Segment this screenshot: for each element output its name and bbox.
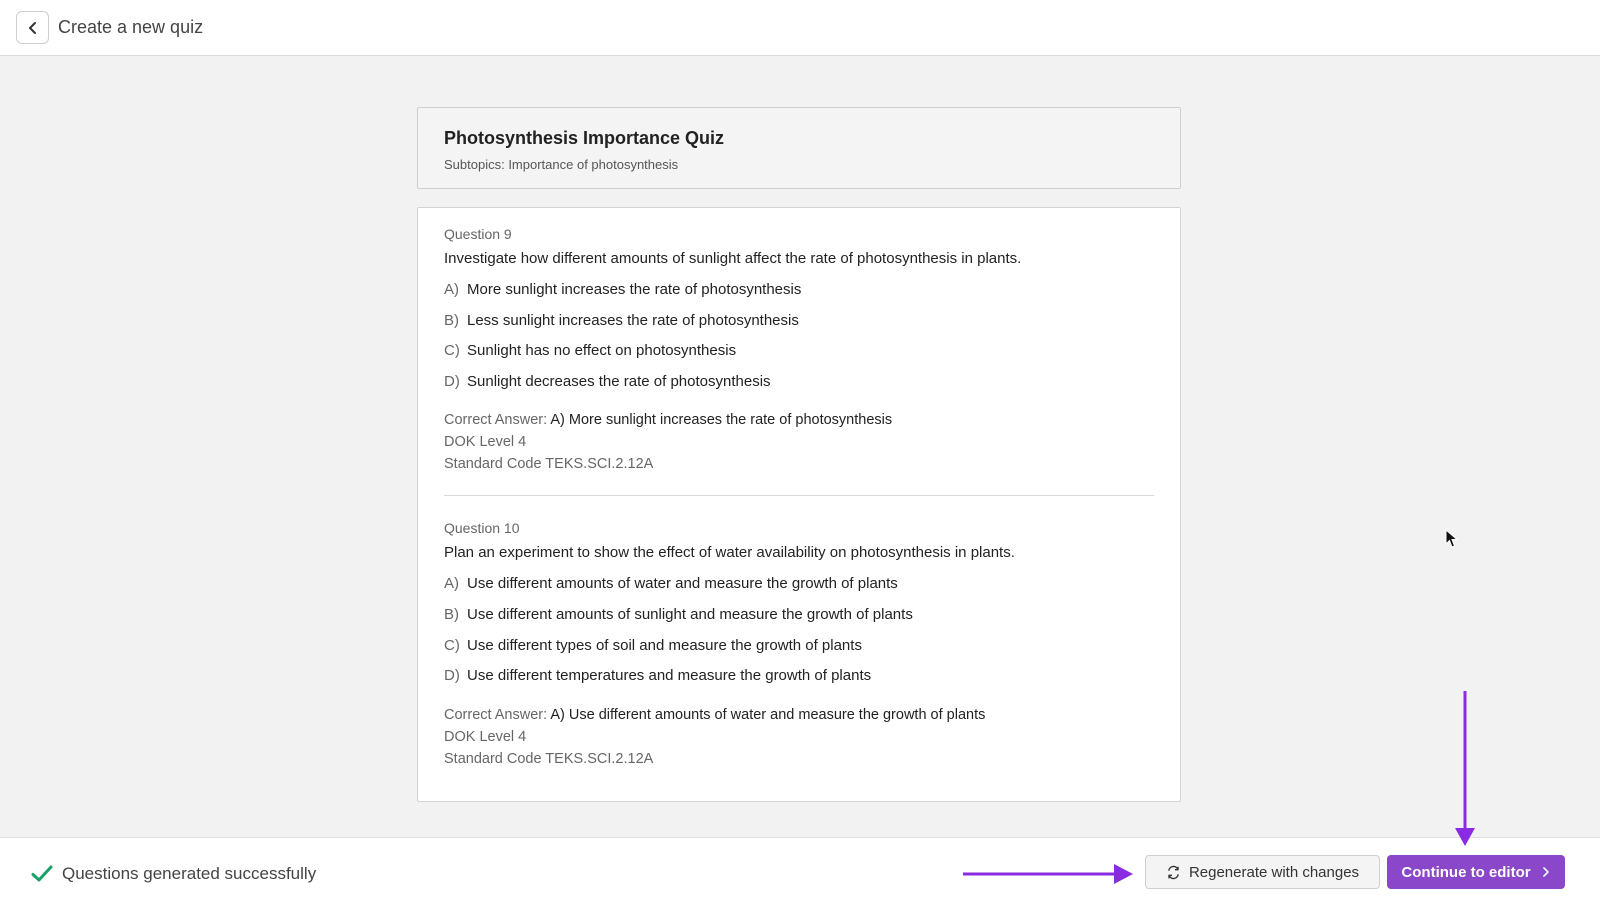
top-bar xyxy=(0,0,1600,56)
question-text: Plan an experiment to show the effect of water availability on photosynthesis in plants. xyxy=(444,544,1015,562)
question-item xyxy=(444,226,1154,475)
chevron-left-icon xyxy=(26,21,40,35)
regenerate-label: Regenerate with changes xyxy=(1188,863,1360,881)
dok-level: DOK Level 4 xyxy=(444,728,527,745)
question-number: Question 10 xyxy=(444,520,520,537)
option-letter: B) xyxy=(444,605,459,623)
standard-code: Standard Code TEKS.SCI.2.12A xyxy=(444,456,654,473)
page-title: Create a new quiz xyxy=(58,17,204,37)
option-text: Use different amounts of water and measure the growth of plants xyxy=(467,575,898,593)
option-letter: D) xyxy=(444,667,460,685)
dok-level: DOK Level 4 xyxy=(444,434,527,451)
correct-answer-value: A) Use different amounts of water and measure the growth of plants xyxy=(550,706,986,723)
option-item xyxy=(444,373,1154,404)
option-text: Use different temperatures and measure the growth of plants xyxy=(467,667,872,685)
option-text: Use different amounts of sunlight and measure the growth of plants xyxy=(467,605,913,623)
question-meta xyxy=(444,409,1154,475)
question-meta xyxy=(444,704,1154,770)
bottom-action-bar xyxy=(0,837,1600,909)
option-letter: B) xyxy=(444,311,459,329)
standard-code: Standard Code TEKS.SCI.2.12A xyxy=(444,750,654,767)
status-text: Questions generated successfully xyxy=(62,864,317,883)
option-item xyxy=(444,667,1154,698)
back-button[interactable] xyxy=(16,11,49,44)
option-text: Less sunlight increases the rate of photosynthesis xyxy=(467,311,799,329)
option-text: Sunlight decreases the rate of photosynthesis xyxy=(467,372,771,390)
option-letter: C) xyxy=(444,636,460,654)
check-icon xyxy=(30,862,54,886)
option-list xyxy=(444,281,1154,403)
option-letter: A) xyxy=(444,281,459,298)
quiz-subtopics: Subtopics: Importance of photosynthesis xyxy=(444,157,679,172)
option-list xyxy=(444,575,1154,697)
chevron-right-icon xyxy=(1541,867,1551,877)
question-divider xyxy=(444,495,1154,496)
questions-card xyxy=(417,207,1181,802)
question-item xyxy=(444,520,1154,769)
continue-to-editor-button[interactable] xyxy=(1387,855,1565,889)
status-message xyxy=(30,862,316,886)
option-item xyxy=(444,637,1154,668)
option-letter: D) xyxy=(444,372,460,390)
regenerate-button[interactable] xyxy=(1145,855,1380,889)
option-letter: A) xyxy=(444,575,459,593)
correct-answer-value: A) More sunlight increases the rate of photosynthesis xyxy=(550,412,893,429)
quiz-title: Photosynthesis Importance Quiz xyxy=(444,128,725,148)
annotation-arrow-down xyxy=(1455,691,1475,846)
option-text: More sunlight increases the rate of photosynthesis xyxy=(467,281,802,298)
option-item xyxy=(444,342,1154,373)
mouse-cursor-icon xyxy=(1445,529,1459,549)
refresh-icon xyxy=(1166,865,1181,880)
option-text: Use different types of soil and measure the growth of plants xyxy=(467,636,862,654)
correct-answer-label: Correct Answer: xyxy=(444,706,548,723)
option-item xyxy=(444,312,1154,343)
question-number: Question 9 xyxy=(444,226,512,242)
quiz-header-card xyxy=(417,107,1181,189)
option-item xyxy=(444,281,1154,312)
correct-answer xyxy=(444,704,1154,726)
question-text: Investigate how different amounts of sunlight affect the rate of photosynthesis in plants. xyxy=(444,250,1022,267)
option-item xyxy=(444,575,1154,606)
continue-label: Continue to editor xyxy=(1401,863,1531,881)
correct-answer xyxy=(444,409,1154,431)
option-letter: C) xyxy=(444,342,460,360)
correct-answer-label: Correct Answer: xyxy=(444,412,548,429)
option-item xyxy=(444,606,1154,637)
option-text: Sunlight has no effect on photosynthesis xyxy=(467,342,737,360)
